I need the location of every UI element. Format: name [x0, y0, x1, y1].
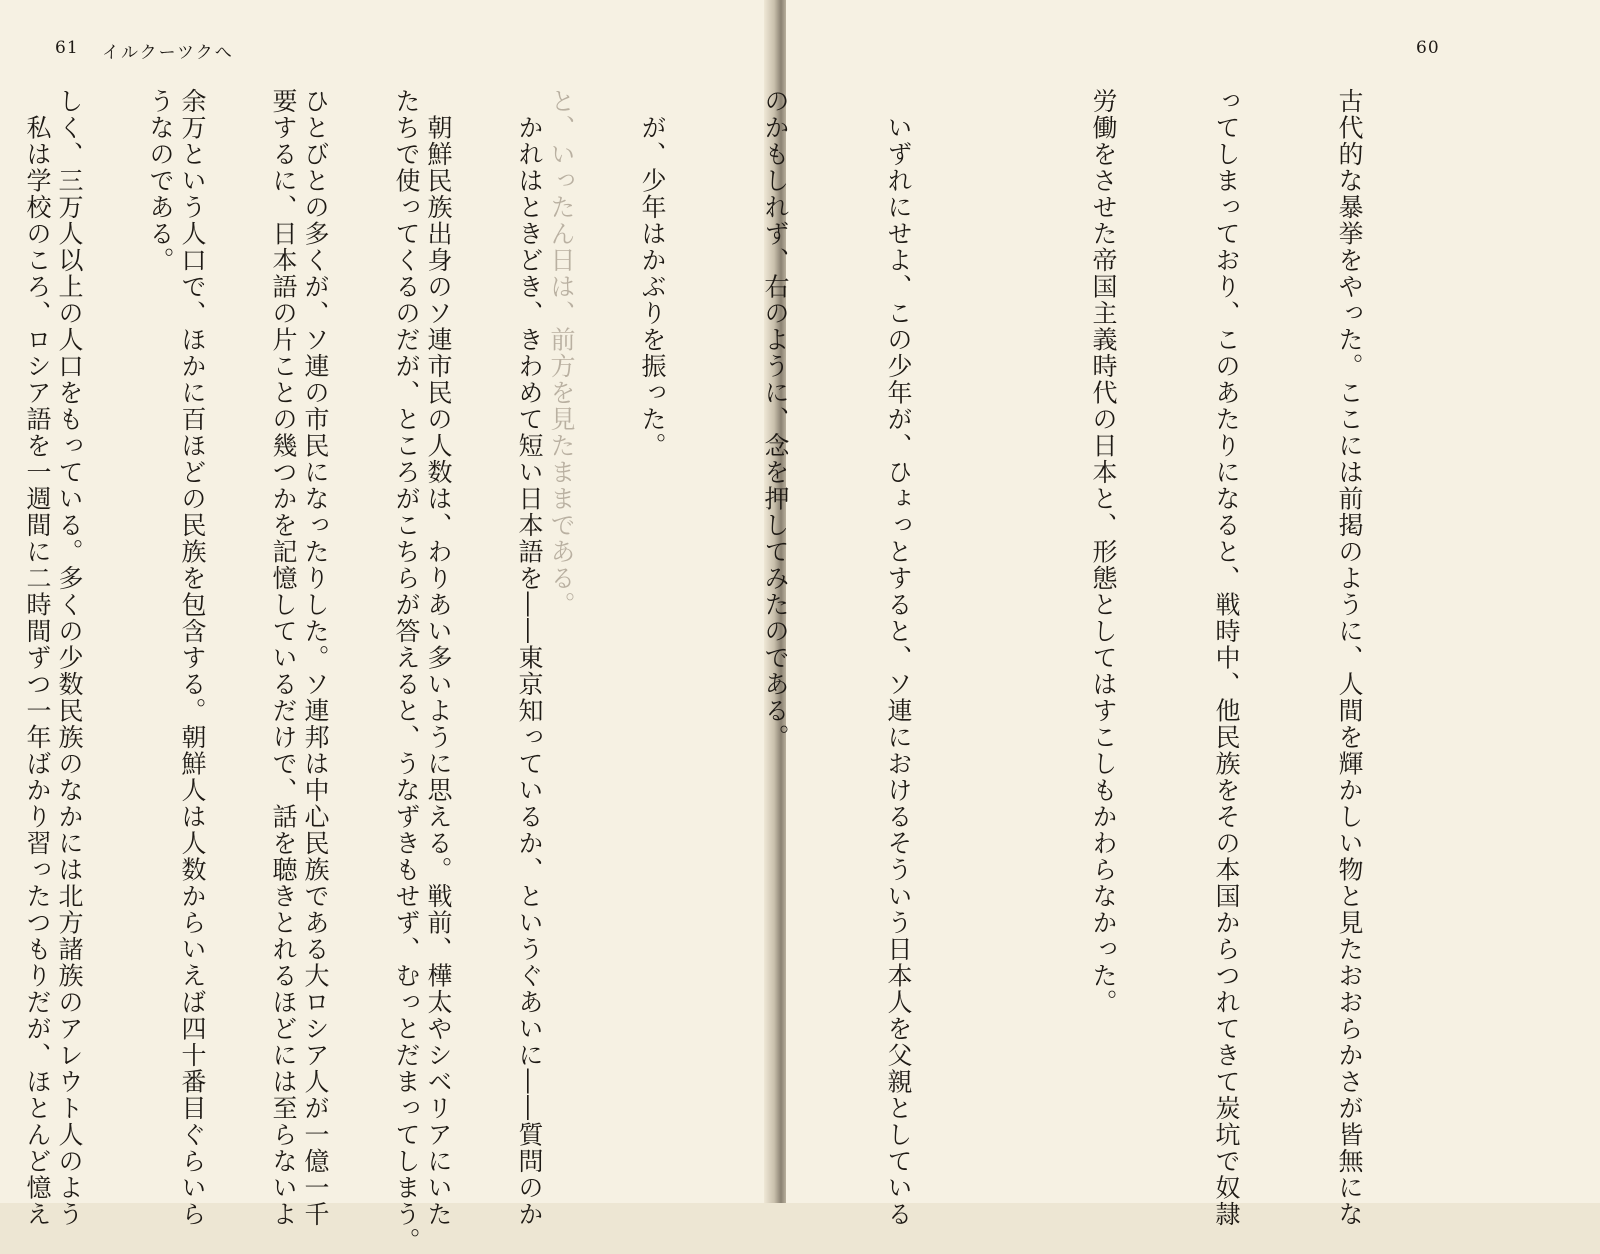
text-line: しく、三万人以上の人口をもっている。多くの少数民族のなかには北方諸族のアレウト人のよう [55, 88, 84, 1228]
text-line: たちで使ってくるのだが、ところがこちらが答えると、うなずきもせず、むっとだまってしまう。 [392, 88, 421, 1254]
page-number: 61 [55, 38, 79, 58]
text-line: かれはときどき、きわめて短い日本語を――東京知っているか、というぐあいに――質問のか [515, 88, 544, 1228]
text-line: うなのである。 [146, 88, 175, 274]
text-line: のかもしれず、右のように、念を押してみたのである。 [761, 88, 790, 751]
page-number: 60 [1416, 38, 1440, 58]
text-line: 余万という人口で、ほかに百ほどの民族を包含する。朝鮮人は人数からいえば四十番目ぐらいら [178, 88, 207, 1228]
text-line: いずれにせよ、この少年が、ひょっとすると、ソ連におけるそういう日本人を父親としている [884, 88, 913, 1228]
text-line: 私は学校のころ、ロシア語を一週間に二時間ずつ一年ばかり習ったつもりだが、ほとんど憶え [23, 88, 52, 1228]
text-line: ってしまっており、このあたりになると、戦時中、他民族をその本国からつれてきて炭坑で奴隷 [1212, 88, 1241, 1228]
text-line: が、少年はかぶりを振った。 [638, 88, 667, 459]
bleed-through-line: と、いったん日は、前方を見たままである。 [547, 88, 576, 618]
text-line: 要するに、日本語の片ことの幾つかを記憶しているだけで、話を聴きとれるほどには至らないよ [269, 88, 298, 1228]
running-head-chapter-title: イルクーツクへ [102, 43, 234, 63]
text-line: 労働をさせた帝国主義時代の日本と、形態としてはすこしもかわらなかった。 [1089, 88, 1118, 1016]
text-line: 朝鮮民族出身のソ連市民の人数は、わりあい多いように思える。戦前、樺太やシベリアにいた [424, 88, 453, 1228]
text-line: 古代的な暴挙をやった。ここには前掲のように、人間を輝かしい物と見たおおらかさが皆無にな [1335, 88, 1364, 1228]
text-line: ひとびとの多くが、ソ連の市民になったりした。ソ連邦は中心民族である大ロシア人が一億一千 [301, 88, 330, 1228]
